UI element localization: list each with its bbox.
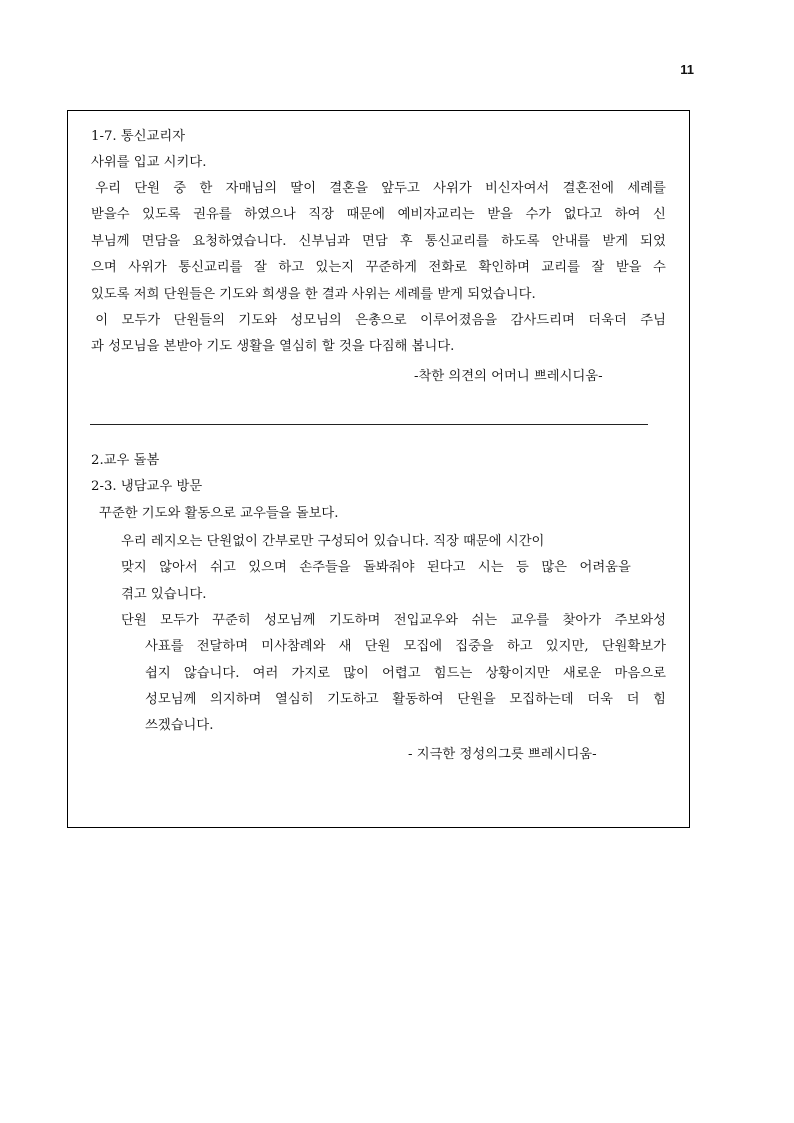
section1-line-4: 으며 사위가 통신교리를 잘 하고 있는지 꾸준하게 전화로 확인하며 교리를 잘 받을 수 [91,260,666,275]
section2-para2-line-5: 쓰겠습니다. [145,718,214,733]
section1-line-2: 받을수 있도록 권유를 하였으나 직장 때문에 예비자교리는 받을 수가 없다고 하여 신 [91,207,666,222]
section2-para1-line-2: 맞지 않아서 쉬고 있으며 손주들을 돌봐줘야 된다고 시는 등 많은 어려움을 [121,560,631,575]
section1-subheading: 사위를 입교 시키다. [91,155,207,170]
section2-heading: 2.교우 돌봄 [91,453,160,468]
section1-line-7: 과 성모님을 본받아 기도 생활을 열심히 할 것을 다짐해 봅니다. [91,339,455,354]
section2-para2-line-2: 사표를 전달하며 미사참례와 새 단원 모집에 집중을 하고 있지만, 단원확보가 [145,639,666,654]
section1-line-3: 부님께 면담을 요청하였습니다. 신부님과 면담 후 통신교리를 하도록 안내를 받게 되었 [91,234,666,249]
section2-para2-line-3: 쉽지 않습니다. 여러 가지로 많이 어렵고 힘드는 상황이지만 새로운 마음으로 [145,666,666,681]
section2-signature: - 지극한 정성의그릇 쁘레시디움- [408,747,597,762]
section-divider [90,424,648,425]
section1-line-5: 있도록 저희 단원들은 기도와 희생을 한 결과 사위는 세례를 받게 되었습니다. [91,287,536,302]
section1-line-6: 이 모두가 단원들의 기도와 성모님의 은총으로 이루어졌음을 감사드리며 더욱더 주님 [91,313,666,328]
section1-signature: -착한 의견의 어머니 쁘레시디움- [414,369,603,384]
section2-para1-line-3: 겪고 있습니다. [121,587,207,602]
section2-intro: 꾸준한 기도와 활동으로 교우들을 돌보다. [99,506,339,521]
section1-line-1: 우리 단원 중 한 자매님의 딸이 결혼을 앞두고 사위가 비신자여서 결혼전에 세례를 [91,181,666,196]
section2-subheading: 2-3. 냉담교우 방문 [91,479,203,494]
section2-para1-line-1: 우리 레지오는 단원없이 간부로만 구성되어 있습니다. 직장 때문에 시간이 [121,534,545,549]
section2-para2-line-4: 성모님께 의지하며 열심히 기도하고 활동하여 단원을 모집하는데 더욱 더 힘 [145,692,666,707]
page-number: 11 [680,62,694,77]
section1-heading: 1-7. 통신교리자 [91,129,186,144]
section2-para2-line-1: 단원 모두가 꾸준히 성모님께 기도하며 전입교우와 쉬는 교우를 찾아가 주보와성 [121,613,666,628]
